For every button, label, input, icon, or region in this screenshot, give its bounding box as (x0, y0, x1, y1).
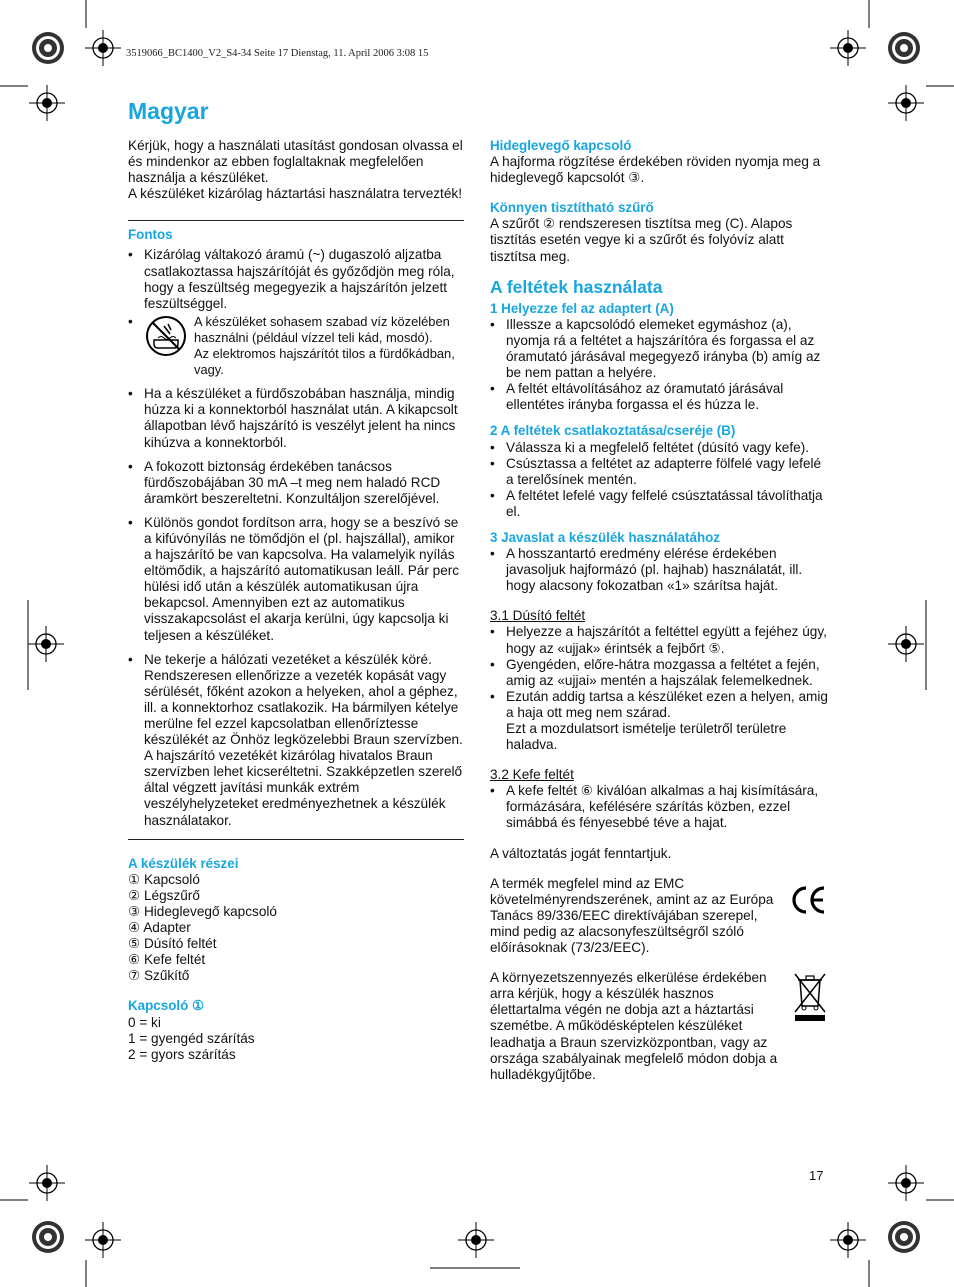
intro-text: Kérjük, hogy a használati utasítást gondosan olvassa el és mindenkor az ebben foglaltaknak megfelelően használja a készüléket. (128, 138, 463, 186)
emc-notice (490, 876, 828, 956)
step-list (490, 317, 828, 414)
divider (128, 839, 464, 840)
intro-text: A készüléket kizárólag háztartási használatra tervezték! (128, 186, 462, 202)
important-list (128, 386, 464, 828)
environment-text: A környezetszennyezés elkerülése érdekében arra kérjük, hogy a készülék hasznos élettartalma végén ne dobja azt a háztartási szemétbe. A működésképtelen készüléket leadhatja a Braun szervizközpontban, vagy az országa szabályainak megfelelő módon dobja a hulladékgyűjtőbe. (490, 970, 778, 1082)
list-item: • A kefe feltét ⑥ kiválóan alkalmas a haj kisímítására, formázására, kefélésére szárítás közben, ezzel simábbá és fényesebbé téve a hajat. (490, 783, 828, 831)
part-item: ⑥ Kefe feltét (128, 952, 206, 968)
paragraph: A szűrőt ② rendszeresen tisztítsa meg (C). Alapos tisztítás esetén vegye ki a szűrőt és folyóvíz alatt tisztítsa meg. (490, 216, 793, 264)
print-header: 3519066_BC1400_V2_S4-34 Seite 17 Dienstag, 11. April 2006 3:08 15 (126, 48, 429, 59)
switch-item: 1 = gyengéd szárítás (128, 1030, 255, 1046)
list-item: • Kizárólag váltakozó áramú (~) dugaszoló aljzatba csatlakoztassa hajszárítóját és győződjön meg róla, hogy a feszültség megegyezik a hajszárítón jelzett feszültséggel. (128, 247, 464, 311)
step-list (490, 546, 828, 594)
emc-text: A termék megfelel mind az EMC követelményrendszerének, amint az az Európa Tanács 89/336/EEC direktívájában szerepel, mind pedig az alacsonyfeszültségről szóló előírásoknak (73/23/EEC). (490, 875, 774, 956)
part-item: ③ Hideglevegő kapcsoló (128, 903, 277, 919)
step-list (490, 624, 828, 753)
step-heading: 3 Javaslat a készülék használatához (490, 529, 720, 545)
list-item-text: Ezt a mozdulatsort ismételje területről területre haladva. (506, 721, 787, 753)
list-item: • A hosszantartó eredmény elérése érdekében javasoljuk hajformázó (pl. hajhab) használatát, ill. hogy alacsony fokozatban «1» szárítsa haját. (490, 546, 828, 594)
paragraph: A hajforma rögzítése érdekében röviden nyomja meg a hideglevegő kapcsolót ③. (490, 154, 821, 186)
switch-item: 0 = ki (128, 1014, 161, 1030)
list-item-text: A hajszárító vezetékét kizárólag hivatalos Braun szervízben lehet kicseréltetni. Szakképzetlen szerelő által végzett javítási munkák extrém veszélyhelyzeteket eredményezhetnek a készülék használatakor. (144, 748, 463, 828)
environment-notice (490, 970, 828, 1083)
warning-text: Az elektromos hajszárítót tilos a fürdőkádban, vagy. (194, 346, 455, 378)
step-heading: 1 Helyezze fel az adaptert (A) (490, 300, 674, 316)
subsection-heading: 3.2 Kefe feltét (490, 767, 574, 783)
list-item: • Különös gondot fordítson arra, hogy se a beszívó se a kifúvónyílás ne tömődjön el (pl. hajszállal), amikor a hajszárító be van kapcsolva. Ha valamelyik nyílás eltömődik, a hajszárító automatikusan leáll. Pár perc hülési idő után a készülék automatikusan újra bekapcsol. Amennyiben ezt az automatikus visszakapcsolást el akarja kerülni, úgy kapcsolja ki teljesen a készüléket. (128, 515, 464, 644)
page-title: Magyar (128, 98, 209, 124)
step-heading: 2 A feltétek csatlakoztatása/cseréje (B) (490, 423, 736, 439)
crossed-bin-icon (792, 970, 828, 1022)
list-item: • Válassza ki a megfelelő feltétet (dúsító vagy kefe). (490, 440, 828, 456)
part-item: ⑦ Szűkítő (128, 968, 190, 984)
page-number: 17 (809, 1168, 824, 1183)
right-column (490, 138, 828, 1083)
list-item: • A feltétet lefelé vagy felfelé csúsztatással távolíthatja el. (490, 488, 828, 520)
part-item: ⑤ Dúsító feltét (128, 936, 217, 952)
step-list (490, 783, 828, 831)
part-item: ④ Adapter (128, 920, 191, 936)
list-item: • Illessze a kapcsolódó elemeket egymáshoz (a), nyomja rá a feltétet a hajszárítóra és forgassa el az óramutató járásával megegyező irányba (b) amíg az be nem pattan a helyére. (490, 317, 828, 381)
ce-mark-icon (788, 880, 828, 920)
water-warning: • A készüléket sohasem szabad víz közelében használni (például vízzel teli kád, mosdó). Az elektromos hajszárítót tilos a fürdőkádban, vagy. (128, 314, 464, 378)
subsection-heading: 3.1 Dúsító feltét (490, 608, 586, 624)
section-heading-attachments: A feltétek használata (490, 276, 663, 297)
left-column (128, 138, 464, 1063)
list-item (490, 689, 828, 753)
important-list (128, 247, 464, 311)
section-heading-parts: A készülék részei (128, 855, 239, 871)
list-item: • Gyengéden, előre-hátra mozgassa a feltétet a fején, amig az «ujjai» mentén a hajszálak felemelkednek. (490, 657, 828, 689)
list-item-text: Ezután addig tartsa a készüléket ezen a helyen, amig a haja ott meg nem szárad. (506, 688, 828, 720)
list-item-text: Ne tekerje a hálózati vezetéket a készülék köré. Rendszeresen ellenőrizze a vezeték kopását vagy sérülését, főként azokon a helyeken, ahol a géphez, ill. a konnektorhoz csatlakozik. Ha bármilyen kételye merülne fel ezzel kapcsolatban ellenőríztesse készülékét az Önhöz legközelebbi Braun szervízben. (144, 651, 463, 748)
part-item: ② Légszűrő (128, 887, 200, 903)
list-item: • A fokozott biztonság érdekében tanácsos fürdőszobájában 30 mA –t meg nem haladó RCD áramkört beszereltetni. Konzultáljon szerelőjével. (128, 459, 464, 507)
part-item: ① Kapcsoló (128, 871, 200, 887)
list-item: • Helyezze a hajszárítót a feltéttel együtt a fejéhez úgy, hogy az «ujjak» érintsék a fejbőrt ⑤. (490, 624, 828, 656)
switch-item: 2 = gyors szárítás (128, 1046, 236, 1062)
section-heading-cold: Hideglevegő kapcsoló (490, 138, 632, 153)
section-heading-fontos: Fontos (128, 227, 173, 243)
warning-text: A készüléket sohasem szabad víz közelében használni (például vízzel teli kád, mosdó). (194, 313, 450, 345)
list-item: • A feltét eltávolításához az óramutató járásával ellentétes irányba forgassa el és húzza le. (490, 381, 828, 413)
rights-reserved: A változtatás jogát fenntartjuk. (490, 845, 672, 861)
step-list (490, 440, 828, 520)
list-item: • Ha a készüléket a fürdőszobában használja, mindig húzza ki a konnektorból használat után. A kikapcsolt állapotban lévő hajszárító is veszélyt jelent ha nincs kihúzva a konnektorból. (128, 386, 464, 450)
list-item: • Csúsztassa a feltétet az adapterre fölfelé vagy lefelé a terelősínek mentén. (490, 456, 828, 488)
section-heading-switch: Kapcsoló ① (128, 998, 204, 1014)
divider (128, 220, 464, 221)
list-item (128, 652, 464, 829)
no-water-bath-icon (144, 314, 188, 358)
section-heading-filter: Könnyen tisztítható szűrő (490, 200, 654, 216)
